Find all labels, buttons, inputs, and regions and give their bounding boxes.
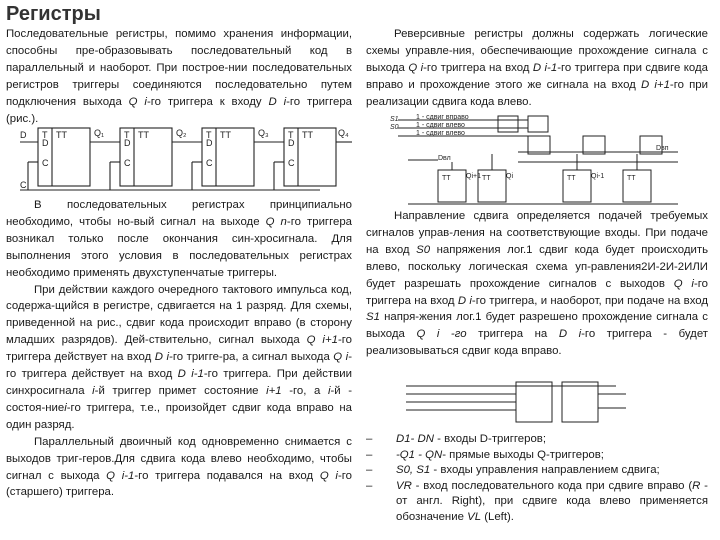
label-serial-in: D [20, 130, 27, 140]
label-q2: Q₂ [176, 128, 187, 138]
list-item: – S0, S1 - входы управления направлением сдвига; [366, 464, 660, 476]
label-d2: D [124, 138, 131, 148]
label-tt-d: TT [627, 175, 636, 182]
label-s0: S0 [390, 124, 399, 131]
label-d4: D [288, 138, 295, 148]
label-s1: S1 [390, 116, 399, 123]
label-shift-right: 1 - сдвиг вправо [416, 114, 469, 121]
label-d-left: Dвл [438, 155, 451, 162]
label-q-prev: Qi-1 [591, 173, 605, 180]
label-c3: C [206, 158, 213, 168]
label-d1: D [42, 138, 49, 148]
label-tt-c: TT [567, 175, 576, 182]
label-shift-left-2: 1 - сдвиг влево [416, 130, 465, 137]
label-q4: Q₄ [338, 128, 349, 138]
register-ic-symbol [366, 380, 656, 424]
pin-legend-list [366, 432, 708, 525]
label-tt2: TT [138, 130, 149, 140]
label-tt3: TT [220, 130, 231, 140]
paragraph-parallel-code: Параллельный двоичный код одновременно снимается с выходов триг-геров.Для сдвига кода влево необходимо, чтобы сигнал с выхода Q i-1-го триггера подавался на вход Q i-го (старшего) триггера. [6, 435, 352, 499]
list-item: – -Q1 - QN- прямые выходы Q-триггеров; [366, 448, 604, 461]
paragraph-two-stage-shift [6, 197, 352, 501]
label-tt-b: TT [482, 175, 491, 182]
paragraph-serial-registers: Последовательные регистры, помимо хранения информации, способны пре-образовывать последовательный код в параллельный и наоборот. При построе-нии последовательных регистров триггеры соединяются последовательно путем подключения выхода Q i-го триггера к входу D i-го триггера (рис.). [6, 28, 352, 125]
paragraph-shift-right: При действии каждого очередного тактового импульса код, содержа-щийся в регистре, сдвигается на 1 разряд. Для схемы, приведенной на рис., сдвиг кода происходит вправо (в сторону младших разрядов). Дей-ствительно, сигнал выхода Q i+1-го триггера действует на вход D i-го тригге-ра, а сигнал выхода Q i-го триггера действует на вход D i-1-го триггера. При действии синхросигнала i-й триггер примет состояние i+1 -го, а i-й - состоя-ниеi-го триггера, т.е., произойдет сдвиг кода вправо на один разряд. [6, 283, 353, 431]
label-t2: T [124, 130, 130, 140]
label-c1: C [42, 158, 49, 168]
label-d-right: Dвп [656, 145, 669, 152]
paragraph-two-stage: В последовательных регистрах принципиально необходимо, чтобы но-вый сигнал на выходе Q n-го триггера возникал только после окончания син-хросигнала. Для выполнения этого условия в последовательных регистрах необходимо применять двухступенчатые триггеры. [6, 199, 352, 279]
label-c2: C [124, 158, 131, 168]
label-q1: Q₁ [94, 128, 105, 138]
label-t4: T [288, 130, 294, 140]
paragraph-reversible-registers: Реверсивные регистры должны содержать логические схемы управле-ния, обеспечивающие прохождение сигнала с выхода Q i-го триггера на вход D i-1-го триггера при сдвиге кода вправо и прохождение этого же сигнала на вход D i+1-го при реализации сдвига кода влево. [366, 28, 708, 108]
list-item: – VR - вход последовательного кода при сдвиге вправо (R - от англ. Right), при сдвиге кода влево применяется обозначение VL (Left). [366, 479, 708, 523]
label-tt4: TT [302, 130, 313, 140]
label-d3: D [206, 138, 213, 148]
serial-register-diagram [20, 122, 352, 194]
label-t1: T [42, 130, 48, 140]
label-clock: C [20, 180, 27, 190]
label-q3: Q₃ [258, 128, 269, 138]
reversible-register-diagram [378, 112, 708, 207]
label-shift-left: 1 - сдвиг влево [416, 122, 465, 129]
label-tt-a: TT [442, 175, 451, 182]
label-t3: T [206, 130, 212, 140]
label-q-current: Qi [506, 173, 513, 180]
list-item: – D1- DN - входы D-триггеров; [366, 433, 547, 445]
label-tt1: TT [56, 130, 67, 140]
label-c4: C [288, 158, 295, 168]
page-title: Регистры [6, 3, 101, 25]
paragraph-shift-direction: Направление сдвига определяется подачей требуемых сигналов управ-ления на соответствующие входы. При подаче на вход S0 напряжения лог.1 сдвиг кода будет происходить влево, поскольку логическая схема уп-равления2И-2И-2ИЛИ будет разрешать прохождение сигналов с выходов Q i-го триггера на вход D i-го триггера, и наоборот, при подаче на вход S1 напря-жения лог.1 будет разрешено прохождение сигнала с выхода Q i -го триггера на D i-го триггера - будет реализовываться сдвиг кода вправо. [366, 210, 709, 358]
label-q-next: Qi+1 [466, 173, 481, 180]
